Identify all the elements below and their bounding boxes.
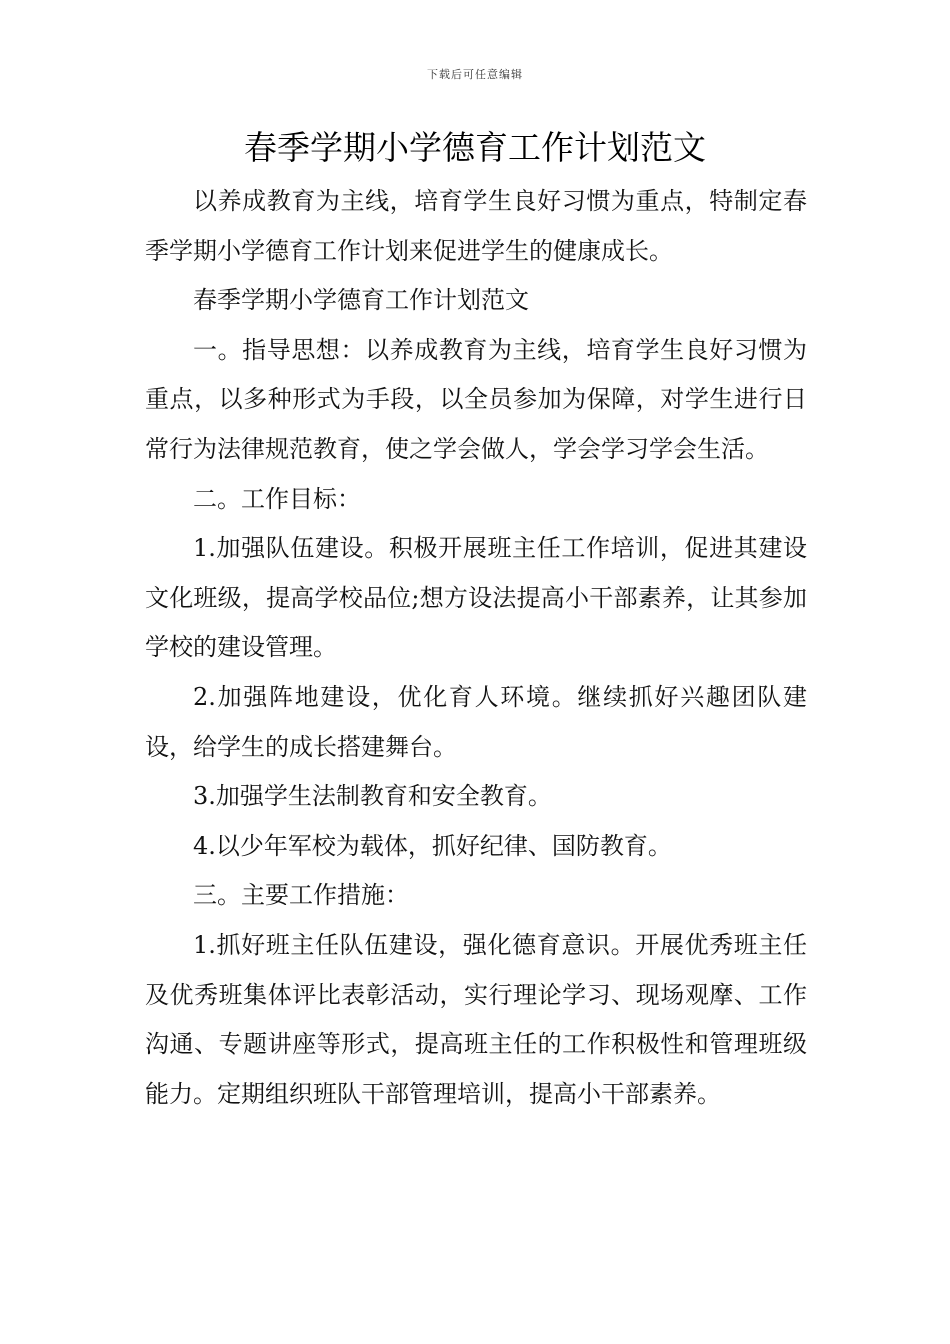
header-note: 下载后可任意编辑: [427, 68, 523, 81]
paragraph-goal-2: 2.加强阵地建设，优化育人环境。继续抓好兴趣团队建设，给学生的成长搭建舞台。: [145, 682, 807, 761]
section-heading-goals: 二。工作目标：: [193, 484, 361, 513]
section-heading-measures: 三。主要工作措施：: [193, 881, 409, 910]
paragraph-goal-3: 3.加强学生法制教育和安全教育。: [193, 782, 552, 811]
paragraph-guiding-thought: 一。指导思想：以养成教育为主线，培育学生良好习惯为重点，以多种形式为手段，以全员参加为保障，对学生进行日常行为法律规范教育，使之学会做人，学会学习学会生活。: [145, 335, 807, 463]
document-title: 春季学期小学德育工作计划范文: [244, 128, 706, 167]
paragraph-goal-1: 1.加强队伍建设。积极开展班主任工作培训，促进其建设文化班级，提高学校品位;想方设法提高小干部素养，让其参加学校的建设管理。: [145, 534, 807, 662]
paragraph-measure-1: 1.抓好班主任队伍建设，强化德育意识。开展优秀班主任及优秀班集体评比表彰活动，实行理论学习、现场观摩、工作沟通、专题讲座等形式，提高班主任的工作积极性和管理班级能力。定期组织班队干部管理培训，提高小干部素养。: [145, 930, 807, 1108]
paragraph-goal-4: 4.以少年军校为载体，抓好纪律、国防教育。: [193, 831, 672, 860]
paragraph-intro: 以养成教育为主线，培育学生良好习惯为重点，特制定春季学期小学德育工作计划来促进学生的健康成长。: [145, 187, 807, 265]
document-body: [145, 177, 807, 1119]
paragraph-subtitle: 春季学期小学德育工作计划范文: [193, 286, 529, 315]
